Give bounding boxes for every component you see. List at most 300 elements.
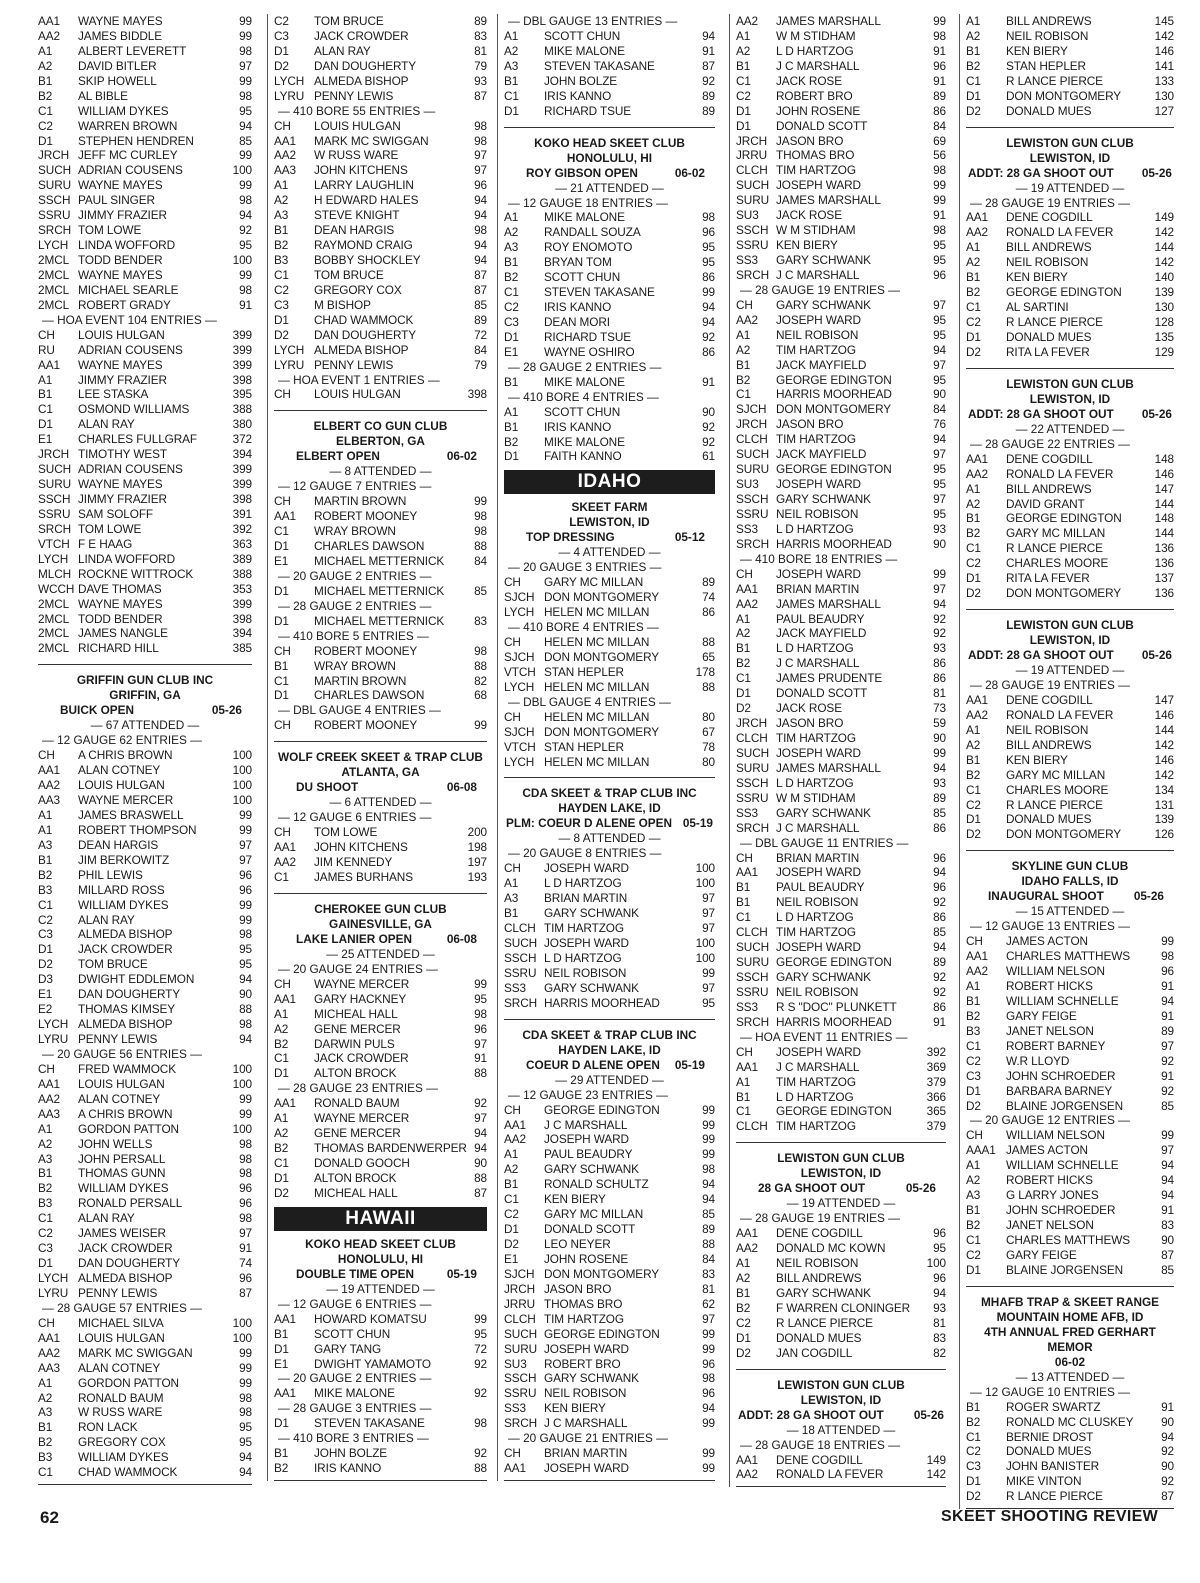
score: 88: [702, 1237, 715, 1251]
shooter-name: STEPHEN HENDREN: [78, 133, 194, 148]
result-row: [736, 29, 946, 44]
score: 100: [232, 1061, 252, 1076]
class-code: A3: [274, 208, 289, 223]
shooter-name: JOSEPH WARD: [544, 861, 629, 876]
result-row: [38, 597, 252, 612]
class-code: C2: [274, 14, 289, 28]
shooter-name: JAMES NANGLE: [78, 626, 168, 641]
shooter-name: GREGORY COX: [78, 1435, 166, 1450]
class-code: SSCH: [736, 970, 769, 984]
score: 91: [474, 1051, 487, 1066]
shooter-name: LOUIS HULGAN: [78, 778, 165, 793]
class-code: SURU: [736, 955, 770, 970]
class-code: AA1: [274, 991, 296, 1006]
class-code: CH: [38, 748, 55, 763]
result-row: [504, 59, 715, 74]
shooter-name: DONALD MUES: [1006, 103, 1092, 118]
event-name: INAUGURAL SHOOT: [988, 889, 1104, 904]
shooter-name: WAYNE MAYES: [78, 477, 163, 492]
result-row: [504, 680, 715, 695]
score: 399: [232, 342, 252, 357]
class-code: D1: [736, 103, 751, 118]
class-code: B2: [38, 88, 53, 103]
score: 87: [474, 282, 487, 297]
result-row: [736, 656, 946, 671]
class-code: E1: [274, 554, 289, 568]
score: 398: [467, 387, 487, 402]
result-row: [966, 994, 1174, 1009]
result-row: [736, 148, 946, 163]
result-row: [966, 1024, 1174, 1039]
class-code: C2: [966, 315, 981, 329]
score: 89: [1161, 1023, 1174, 1038]
shooter-name: JANET NELSON: [1006, 1023, 1094, 1038]
class-code: SSRU: [736, 506, 769, 521]
class-code: CH: [504, 709, 521, 724]
score: 86: [933, 910, 946, 925]
state-banner: HAWAII: [274, 1207, 487, 1231]
result-row: [274, 870, 487, 885]
result-row: [736, 104, 946, 119]
result-row: [38, 1032, 252, 1047]
class-code: SSRU: [736, 790, 769, 805]
score: 100: [232, 1330, 252, 1345]
score: 99: [239, 14, 252, 28]
score: 86: [933, 656, 946, 671]
shooter-name: TOM LOWE: [78, 521, 142, 536]
event-divider: — 410 BORE 18 ENTRIES —: [736, 552, 946, 567]
class-code: CH: [504, 861, 521, 876]
result-row: [274, 148, 487, 163]
result-row: [736, 1241, 946, 1256]
shooter-name: GARY SCHWANK: [776, 970, 871, 984]
shooter-name: A CHRIS BROWN: [78, 748, 173, 763]
class-code: JRCH: [38, 447, 70, 462]
score: 142: [1154, 255, 1174, 270]
class-code: SRCH: [736, 267, 770, 282]
class-code: SSCH: [736, 492, 769, 506]
score: 379: [926, 1119, 946, 1134]
score: 99: [933, 193, 946, 208]
class-code: D2: [966, 1098, 981, 1113]
class-code: A2: [38, 1390, 53, 1405]
class-code: B1: [504, 419, 519, 434]
result-row: [736, 776, 946, 791]
class-code: SS3: [736, 521, 758, 536]
class-code: A2: [966, 1173, 981, 1188]
shooter-name: JOSEPH WARD: [776, 865, 861, 880]
result-row: [966, 1400, 1174, 1415]
score: 73: [933, 701, 946, 716]
shooter-name: ALAN RAY: [78, 1211, 135, 1226]
score: 92: [474, 1446, 487, 1461]
result-row: [274, 163, 487, 178]
attendance: — 6 ATTENDED —: [274, 795, 487, 810]
shooter-name: GARY HACKNEY: [314, 991, 407, 1006]
score: 91: [933, 1014, 946, 1029]
score: 97: [1161, 1038, 1174, 1053]
result-row: [736, 44, 946, 59]
shooter-name: THOMAS KIMSEY: [78, 1002, 176, 1017]
shooter-name: LINDA WOFFORD: [78, 551, 176, 566]
result-row: [274, 554, 487, 569]
score: 97: [239, 852, 252, 867]
result-row: [38, 1405, 252, 1420]
result-row: [274, 208, 487, 223]
score: 93: [474, 73, 487, 88]
score: 100: [232, 253, 252, 267]
shooter-name: DONALD SCOTT: [776, 118, 868, 133]
score: 85: [933, 925, 946, 940]
shooter-name: ALAN RAY: [78, 417, 135, 432]
class-code: CLCH: [736, 1119, 768, 1134]
class-code: A1: [966, 722, 981, 737]
result-row: [504, 255, 715, 270]
score: 95: [933, 506, 946, 521]
result-row: [274, 89, 487, 104]
score: 98: [933, 28, 946, 43]
score: 85: [1161, 1098, 1174, 1113]
class-code: B2: [966, 1008, 981, 1023]
result-row: [736, 253, 946, 268]
shooter-name: JOSEPH WARD: [544, 936, 629, 950]
class-code: B2: [736, 1300, 751, 1315]
shooter-name: MIKE MALONE: [544, 210, 625, 225]
class-code: CH: [274, 494, 291, 509]
class-code: C1: [274, 673, 289, 688]
event-divider: — DBL GAUGE 11 ENTRIES —: [736, 836, 946, 851]
class-code: D2: [966, 827, 981, 842]
attendance: — 21 ATTENDED —: [504, 181, 715, 196]
shooter-name: BRIAN MARTIN: [776, 581, 860, 596]
result-row: [736, 880, 946, 895]
score: 95: [239, 103, 252, 118]
shooter-name: BRIAN MARTIN: [544, 1446, 628, 1461]
shooter-name: MICHAEL SEARLE: [78, 282, 179, 297]
class-code: A2: [274, 1021, 289, 1036]
result-row: [38, 1062, 252, 1077]
class-code: D1: [38, 133, 53, 148]
result-row: [38, 402, 252, 417]
result-row: [38, 1196, 252, 1211]
result-row: [274, 644, 487, 659]
club-city: LEWISTON, ID: [800, 1392, 882, 1407]
class-code: SRCH: [504, 1416, 538, 1431]
shooter-name: RICHARD TSUE: [544, 329, 632, 344]
score: 94: [702, 28, 715, 43]
club-city: HAYDEN LAKE, ID: [558, 801, 661, 816]
shooter-name: THOMAS BRO: [544, 1296, 623, 1311]
shooter-name: L D HARTZOG: [776, 43, 854, 58]
result-row: [274, 1416, 487, 1431]
result-row: [966, 89, 1174, 104]
event-divider: — 410 BORE 4 ENTRIES —: [504, 620, 715, 635]
shooter-name: WILLIAM DYKES: [78, 1450, 169, 1465]
event-date: 05-26: [1133, 889, 1164, 904]
shooter-name: STAN HEPLER: [544, 739, 624, 754]
result-row: [966, 1158, 1174, 1173]
score: 79: [474, 58, 487, 73]
shooter-name: JOSEPH WARD: [544, 1341, 629, 1356]
class-code: AA1: [38, 763, 60, 778]
score: 95: [933, 1241, 946, 1256]
shooter-name: JOSEPH WARD: [776, 940, 861, 955]
score: 90: [1161, 1459, 1174, 1474]
shooter-name: DONALD MUES: [776, 1330, 862, 1345]
class-code: CH: [736, 297, 753, 312]
club-city: ELBERTON, GA: [336, 434, 425, 449]
result-row: [274, 387, 487, 402]
result-row: [966, 979, 1174, 994]
shooter-name: W M STIDHAM: [776, 790, 856, 805]
shooter-name: ROBERT BRO: [776, 88, 853, 103]
class-code: SURU: [38, 477, 72, 492]
score: 88: [474, 539, 487, 554]
score: 74: [702, 590, 715, 605]
shooter-name: DON MONTGOMERY: [544, 1266, 660, 1281]
class-code: D1: [274, 613, 289, 628]
score: 98: [1161, 949, 1174, 964]
shooter-name: LOUIS HULGAN: [78, 327, 165, 342]
class-code: B1: [736, 357, 751, 372]
result-row: [274, 674, 487, 689]
event-divider: — HOA EVENT 1 ENTRIES —: [274, 373, 487, 388]
result-row: [736, 1331, 946, 1346]
result-row: [38, 853, 252, 868]
event-divider: — 28 GAUGE 18 ENTRIES —: [736, 1438, 946, 1453]
class-code: A1: [38, 372, 53, 387]
score: 388: [232, 566, 252, 581]
class-code: AA3: [38, 793, 60, 807]
score: 140: [1154, 270, 1174, 285]
score: 90: [239, 987, 252, 1002]
result-row: [274, 44, 487, 59]
shooter-name: KEN BIERY: [544, 1401, 606, 1416]
score: 100: [695, 936, 715, 950]
class-code: AA3: [38, 1106, 60, 1121]
score: 94: [1161, 1429, 1174, 1444]
result-row: [736, 567, 946, 582]
shooter-name: IRIS KANNO: [544, 300, 612, 315]
result-row: [736, 806, 946, 821]
shooter-name: CHARLES MATTHEWS: [1006, 949, 1131, 964]
shooter-name: SCOTT CHUN: [544, 270, 621, 285]
shooter-name: ROBERT MOONEY: [314, 509, 418, 524]
class-code: WCCH: [38, 581, 75, 596]
shooter-name: NEIL ROBISON: [776, 327, 859, 342]
class-code: A1: [736, 1256, 751, 1271]
result-row: [504, 315, 715, 330]
shooter-name: LEE STASKA: [78, 387, 149, 402]
score: 59: [933, 716, 946, 731]
club-city: LEWISTON, ID: [1029, 633, 1111, 648]
class-code: AA2: [736, 14, 758, 28]
shooter-name: JIMMY FRAZIER: [78, 492, 167, 506]
shooter-name: JOSEPH WARD: [776, 566, 861, 581]
class-code: AA1: [736, 865, 758, 880]
result-row: [736, 1301, 946, 1316]
club-name: WOLF CREEK SKEET & TRAP CLUB: [278, 750, 483, 765]
result-row: [966, 270, 1174, 285]
score: 128: [1154, 315, 1174, 329]
attendance: — 22 ATTENDED —: [966, 422, 1174, 437]
result-row: [736, 940, 946, 955]
shooter-name: L D HARTZOG: [544, 876, 622, 891]
score: 97: [702, 921, 715, 936]
result-row: [504, 210, 715, 225]
event-name: TOP DRESSING: [526, 530, 615, 545]
result-row: [966, 1489, 1174, 1504]
class-code: AA1: [966, 210, 988, 225]
result-row: [504, 1386, 715, 1401]
result-row: [274, 253, 487, 268]
class-code: CH: [38, 1315, 55, 1330]
event-divider: — HOA EVENT 104 ENTRIES —: [38, 313, 252, 328]
result-row: [38, 253, 252, 268]
score: 98: [239, 1151, 252, 1166]
class-code: A1: [38, 43, 53, 58]
class-code: AA3: [38, 1360, 60, 1375]
shooter-name: JIMMY FRAZIER: [78, 208, 167, 223]
class-code: B3: [38, 1450, 53, 1465]
result-row: [38, 432, 252, 447]
shooter-name: NEIL ROBISON: [776, 984, 859, 999]
event-divider: — 28 GAUGE 2 ENTRIES —: [274, 599, 487, 614]
class-code: AA2: [504, 1132, 526, 1147]
score: 127: [1154, 103, 1174, 118]
shooter-name: CHARLES MOORE: [1006, 782, 1109, 797]
result-row: [504, 710, 715, 725]
class-code: C1: [504, 285, 519, 300]
score: 389: [232, 551, 252, 566]
class-code: C2: [966, 797, 981, 812]
class-code: JRCH: [38, 148, 70, 163]
club-header: [38, 664, 252, 703]
score: 100: [926, 1256, 946, 1271]
score: 81: [474, 43, 487, 58]
score: 94: [1161, 1173, 1174, 1188]
result-row: [38, 59, 252, 74]
result-row: [504, 936, 715, 951]
shooter-name: TOM LOWE: [314, 825, 378, 840]
club-header: [966, 609, 1174, 648]
class-code: A1: [274, 178, 289, 193]
result-row: [736, 1467, 946, 1482]
state-banner: IDAHO: [504, 470, 715, 494]
score: 146: [1154, 43, 1174, 58]
event-divider: — 12 GAUGE 62 ENTRIES —: [38, 733, 252, 748]
class-code: A1: [38, 1375, 53, 1390]
class-code: A1: [504, 28, 519, 43]
class-code: 2MCL: [38, 626, 70, 641]
result-row: [38, 104, 252, 119]
score: 95: [239, 942, 252, 957]
shooter-name: DONALD MC KOWN: [776, 1241, 886, 1256]
shooter-name: STAN HEPLER: [544, 664, 624, 679]
score: 395: [232, 387, 252, 402]
result-row: [38, 987, 252, 1002]
shooter-name: L D HARTZOG: [776, 521, 854, 536]
result-row: [736, 626, 946, 641]
result-row: [38, 1420, 252, 1435]
result-row: [38, 868, 252, 883]
shooter-name: R S "DOC" PLUNKETT: [776, 999, 897, 1014]
class-code: A3: [38, 1405, 53, 1420]
result-row: [38, 89, 252, 104]
score: 67: [702, 724, 715, 739]
shooter-name: TIM HARTZOG: [776, 163, 856, 178]
shooter-name: R LANCE PIERCE: [1006, 73, 1103, 88]
class-code: D1: [274, 43, 289, 58]
score: 98: [474, 643, 487, 658]
result-row: [736, 358, 946, 373]
score: 93: [933, 641, 946, 656]
column-end-rule: [274, 1480, 487, 1481]
result-row: [966, 1009, 1174, 1024]
class-code: B1: [504, 374, 519, 389]
event-date: 06-02: [1054, 1354, 1086, 1369]
class-code: B1: [504, 1177, 519, 1192]
shooter-name: MICHAEL METTERNICK: [314, 583, 445, 598]
result-row: [966, 753, 1174, 768]
result-row: [504, 74, 715, 89]
shooter-name: TOM BRUCE: [314, 267, 384, 282]
shooter-name: JASON BRO: [776, 417, 844, 432]
result-row: [274, 268, 487, 283]
result-row: [966, 1474, 1174, 1489]
score: 61: [702, 449, 715, 464]
result-row: [38, 582, 252, 597]
shooter-name: BLAINE JORGENSEN: [1006, 1262, 1124, 1277]
class-code: C1: [966, 300, 981, 315]
score: 95: [239, 957, 252, 972]
score: 85: [474, 583, 487, 598]
shooter-name: DAN DOUGHERTY: [78, 987, 181, 1002]
score: 94: [933, 1285, 946, 1300]
class-code: C2: [38, 118, 53, 133]
class-code: AA1: [274, 509, 296, 524]
class-code: CLCH: [504, 921, 536, 936]
result-row: [504, 876, 715, 891]
event-name: COEUR D ALENE OPEN: [526, 1057, 660, 1072]
score: 98: [933, 223, 946, 238]
result-row: [736, 970, 946, 985]
result-row: [504, 861, 715, 876]
result-row: [736, 387, 946, 402]
result-row: [274, 14, 487, 29]
result-row: [274, 992, 487, 1007]
class-code: D2: [966, 1489, 981, 1504]
score: 94: [702, 300, 715, 315]
class-code: CH: [274, 976, 291, 991]
shooter-name: JANET NELSON: [1006, 1218, 1094, 1232]
score: 96: [474, 1021, 487, 1036]
score: 95: [933, 238, 946, 253]
result-row: [966, 541, 1174, 556]
result-row: [966, 1128, 1174, 1143]
class-code: D3: [38, 972, 53, 987]
class-code: A1: [504, 1147, 519, 1162]
score: 86: [702, 270, 715, 285]
shooter-name: W RUSS WARE: [78, 1405, 163, 1420]
shooter-name: BRYAN TOM: [544, 255, 612, 270]
class-code: D1: [274, 312, 289, 327]
score: 136: [1154, 541, 1174, 556]
result-row: [736, 59, 946, 74]
attendance: — 25 ATTENDED —: [274, 947, 487, 962]
shooter-name: GEORGE EDINGTON: [776, 372, 892, 387]
result-row: [736, 447, 946, 462]
